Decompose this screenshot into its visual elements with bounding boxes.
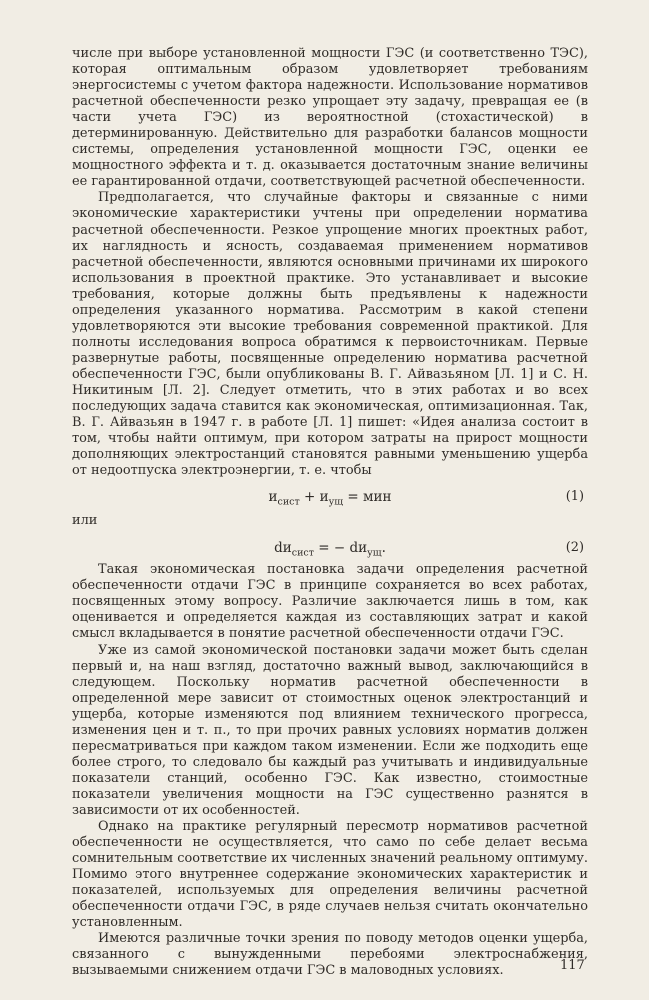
formula-2	[72, 540, 588, 562]
formula-2-number: (2)	[565, 540, 584, 556]
paragraph-2: Предполагается, что случайные факторы и связанные с ними экономические характеристики учтены при определении норматива расчетной обеспеченности. Резкое упрощение многих проектных работ, их наглядность и ясность, создаваемая применением нормативов расчетной обеспеченности, являются основными причинами их широкого использования в проектной практике. Это устанавливает и высокие требования, которые должны быть предъявлены к надежности определения указанного норматива. Рассмотрим в какой степени удовлетворяются эти высокие требования современной практикой. Для полноты исследования вопроса обратимся к первоисточникам. Первые развернутые работы, посвященные определению норматива расчетной обеспеченности ГЭС, были опубликованы В. Г. Айвазьяном [Л. 1] и С. Н. Никитиным [Л. 2]. Следует отметить, что в этих работах и во всех последующих задача ставится как экономическая, оптимизационная. Так, В. Г. Айвазьян в 1947 г. в работе [Л. 1] пишет: «Идея анализа состоит в том, чтобы найти оптимум, при котором затраты на прирост мощности дополняющих электростанций становятся равными уменьшению ущерба от недоотпуска электроэнергии, т. е. чтобы	[72, 190, 588, 479]
paragraph-4: Уже из самой экономической постановки задачи может быть сделан первый и, на наш взгляд, достаточно важный вывод, заключающийся в следующем. Поскольку норматив расчетной обеспеченности в определенной мере зависит от стоимостных оценок электростанций и ущерба, которые изменяются под влиянием технического прогресса, изменения цен и т. п., то при прочих равных условиях норматив должен пересматриваться при каждом таком изменении. Если же подходить еще более строго, то следовало бы каждый раз учитывать и индивидуальные показатели станций, особенно ГЭС. Как известно, стоимостные показатели увеличения мощности на ГЭС существенно разнятся в зависимости от их особенностей.	[72, 642, 588, 818]
paragraph-5: Однако на практике регулярный пересмотр нормативов расчетной обеспеченности не осуществляется, что само по себе делает весьма сомнительным соответствие их численных значений реальному оптимуму. Помимо этого внутреннее содержание экономических характеристик и показателей, используемых для определения величины расчетной обеспеченности отдачи ГЭС, в ряде случаев нельзя считать окончательно установленным.	[72, 819, 588, 931]
formula-1-number: (1)	[565, 489, 584, 505]
paragraph-6: Имеются различные точки зрения по поводу методов оценки ущерба, связанного с вынужденными перебоями электроснабжения, вызываемыми снижением отдачи ГЭС в маловодных условиях.	[72, 931, 588, 979]
paragraph-1: числе при выборе установленной мощности ГЭС (и соответственно ТЭС), которая оптимальным образом удовлетворяет требованиям энергосистемы с учетом фактора надежности. Использование нормативов расчетной обеспеченности резко упрощает эту задачу, превращая ее (в части учета ГЭС) из вероятностной (стохастической) в детерминированную. Действительно для разработки балансов мощности системы, определения установленной мощности ГЭС, оценки ее мощностного эффекта и т. д. оказывается достаточным знание величины ее гарантированной отдачи, соответствующей расчетной обеспеченности.	[72, 46, 588, 190]
page-number: 117	[560, 958, 585, 973]
paragraph-3: Такая экономическая постановка задачи определения расчетной обеспеченности отдачи ГЭС в принципе сохраняется во всех работах, посвященных этому вопросу. Различие заключается лишь в том, как оценивается и определяется каждая из составляющих затрат и какой смысл вкладывается в понятие расчетной обеспеченности отдачи ГЭС.	[72, 562, 588, 642]
formula-1	[72, 489, 588, 511]
page-text	[72, 46, 588, 979]
formula-1-expression: $и_{сист} + и_{ущ}$ = мин	[268, 489, 392, 508]
formula-2-expression: $dи_{сист}$ = − $dи_{ущ}$.	[274, 540, 386, 559]
or-text: или	[72, 513, 98, 529]
